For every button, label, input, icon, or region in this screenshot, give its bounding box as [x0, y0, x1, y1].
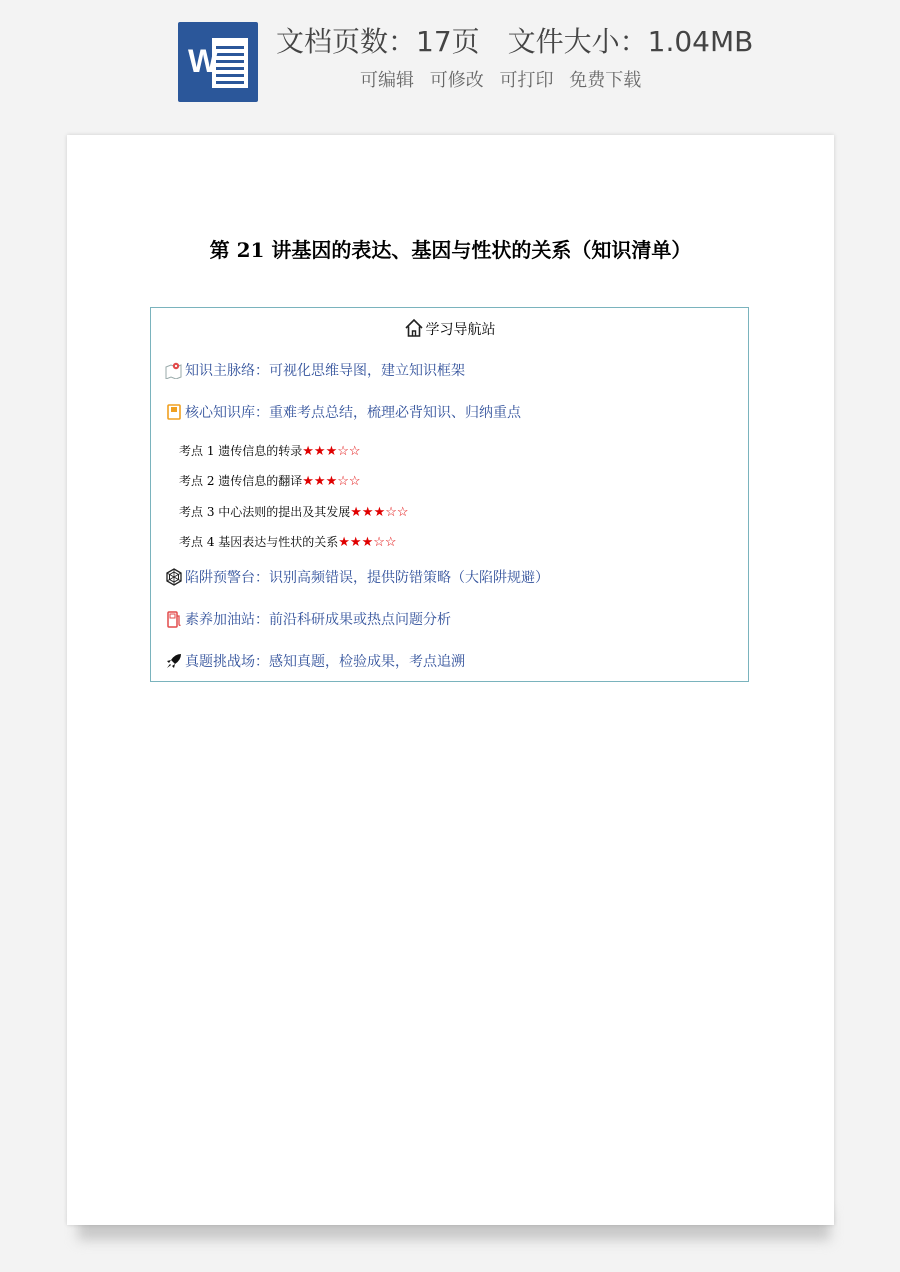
- star-rating: ★★★☆☆: [302, 444, 361, 459]
- document-title: 第 21 讲基因的表达、基因与性状的关系（知识清单）: [209, 238, 692, 262]
- study-navigation-box: [150, 307, 749, 682]
- feature-list: [360, 66, 651, 92]
- star-rating: ★★★☆☆: [338, 535, 397, 550]
- nav-item-trap-warning: [165, 567, 549, 587]
- fuel-pump-icon: [165, 610, 183, 628]
- file-size-label: 文件大小：1.04MB: [507, 25, 754, 58]
- exam-point-label: 考点 1 遗传信息的转录: [179, 444, 303, 458]
- nav-item-literacy-station: [165, 609, 451, 629]
- rocket-icon: [165, 652, 183, 670]
- nav-header-label: 学习导航站: [425, 322, 496, 338]
- exam-point-label: 考点 3 中心法则的提出及其发展: [179, 505, 351, 519]
- nav-item-label: 素养加油站：前沿科研成果或热点问题分析: [185, 612, 451, 628]
- word-letter-w: W: [188, 43, 219, 79]
- feature-printable: 可打印: [499, 70, 554, 91]
- exam-point-2: [179, 472, 361, 489]
- exam-point-3: [179, 503, 409, 520]
- star-rating: ★★★☆☆: [350, 505, 409, 520]
- book-icon: [165, 403, 183, 421]
- page-count-label: 文档页数：17页: [276, 25, 480, 58]
- exam-point-label: 考点 4 基因表达与性状的关系: [179, 535, 339, 549]
- feature-modifiable: 可修改: [429, 70, 484, 91]
- nav-item-real-exam-challenge: [165, 651, 465, 671]
- star-rating: ★★★☆☆: [302, 474, 361, 489]
- feature-editable: 可编辑: [360, 70, 414, 91]
- exam-point-label: 考点 2 遗传信息的翻译: [179, 474, 303, 488]
- home-icon: [404, 318, 424, 338]
- exam-point-4: [179, 533, 397, 550]
- file-info-title: [276, 20, 753, 60]
- word-document-icon: [178, 22, 258, 102]
- nav-header: [151, 318, 748, 339]
- feature-free-download: 免费下载: [569, 70, 642, 91]
- exam-point-1: [179, 442, 361, 459]
- nav-item-label: 核心知识库：重难考点总结，梳理必背知识、归纳重点: [185, 405, 521, 421]
- map-pin-icon: [165, 361, 183, 379]
- nav-item-knowledge-map: [165, 360, 465, 380]
- warning-web-icon: [165, 568, 183, 586]
- nav-item-label: 知识主脉络：可视化思维导图，建立知识框架: [185, 363, 465, 379]
- nav-item-core-knowledge: [165, 402, 521, 422]
- document-page[interactable]: [67, 135, 834, 1225]
- nav-item-label: 真题挑战场：感知真题，检验成果，考点追溯: [185, 654, 465, 670]
- nav-item-label: 陷阱预警台：识别高频错误，提供防错策略（大陷阱规避）: [185, 570, 549, 586]
